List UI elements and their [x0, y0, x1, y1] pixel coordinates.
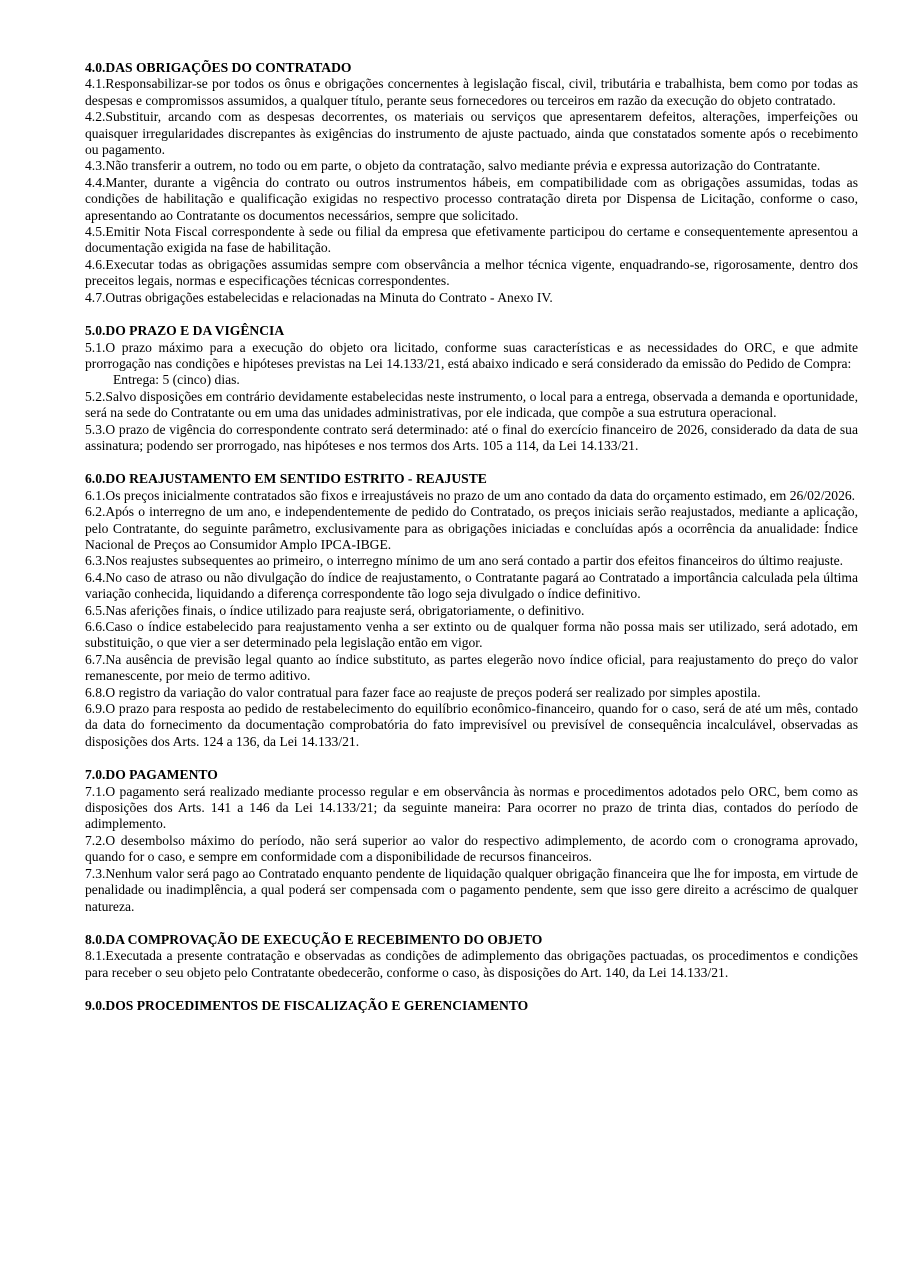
clause-6-6: 6.6.Caso o índice estabelecido para reajustamento venha a ser extinto ou de qualquer forma não possa mais ser utilizado, será adotado, em substituição, o que vier a ser determinado pela legislação então em vigor. [85, 619, 858, 651]
clause-4-4: 4.4.Manter, durante a vigência do contrato ou outros instrumentos hábeis, em compatibilidade com as obrigações assumidas, todas as condições de habilitação e qualificação exigidas no respectivo processo contratação direta por Dispensa de Licitação, conforme o caso, apresentando ao Contratante os documentos necessários, sempre que solicitado. [85, 174, 858, 223]
clause-6-5: 6.5.Nas aferições finais, o índice utilizado para reajuste será, obrigatoriamente, o definitivo. [85, 602, 585, 618]
clause-4-6: 4.6.Executar todas as obrigações assumidas sempre com observância a melhor técnica vigente, enquadrando-se, rigorosamente, dentro dos preceitos legais, normas e especificações técnicas correspondentes. [85, 256, 858, 289]
clause-4-2: 4.2.Substituir, arcando com as despesas decorrentes, os materiais ou serviços que apresentarem defeitos, alterações, imperfeições ou quaisquer irregularidades discrepantes às exigências do instrumento de ajuste pactuado, ainda que constatados somente após o recebimento ou pagamento. [85, 109, 858, 158]
section-heading: 8.0.DA COMPROVAÇÃO DE EXECUÇÃO E RECEBIMENTO DO OBJETO [85, 931, 543, 947]
clause-7-2: 7.2.O desembolso máximo do período, não será superior ao valor do respectivo adimplemento, de acordo com o cronograma aprovado, quando for o caso, e sempre em conformidade com a disponibilidade de recursos financeiros. [85, 832, 858, 865]
section-heading: 6.0.DO REAJUSTAMENTO EM SENTIDO ESTRITO - REAJUSTE [85, 471, 487, 487]
delivery-term: Entrega: 5 (cinco) dias. [113, 372, 240, 388]
clause-4-7: 4.7.Outras obrigações estabelecidas e relacionadas na Minuta do Contrato - Anexo IV. [85, 289, 553, 305]
clause-7-1: 7.1.O pagamento será realizado mediante processo regular e em observância às normas e procedimentos adotados pelo ORC, bem como as disposições dos Arts. 141 a 146 da Lei 14.133/21; da seguinte maneira: Para ocorrer no prazo de trinta dias, contados do período de adimplemento. [85, 783, 858, 832]
section-heading: 5.0.DO PRAZO E DA VIGÊNCIA [85, 323, 285, 339]
clause-6-8: 6.8.O registro da variação do valor contratual para fazer face ao reajuste de preços poderá ser realizado por simples apostila. [85, 684, 761, 700]
section-comprovacao-execucao [85, 932, 858, 981]
section-heading: 9.0.DOS PROCEDIMENTOS DE FISCALIZAÇÃO E GERENCIAMENTO [85, 998, 529, 1014]
section-prazo-vigencia [85, 323, 858, 454]
section-fiscalizacao [85, 998, 858, 1014]
section-heading: 7.0.DO PAGAMENTO [85, 767, 218, 783]
clause-6-4: 6.4.No caso de atraso ou não divulgação do índice de reajustamento, o Contratante pagará ao Contratado a importância calculada pela última variação conhecida, liquidando a diferença correspondente tão logo seja divulgado o índice definitivo. [85, 569, 858, 602]
section-heading: 4.0.DAS OBRIGAÇÕES DO CONTRATADO [85, 60, 352, 75]
clause-7-3: 7.3.Nenhum valor será pago ao Contratado enquanto pendente de liquidação qualquer obrigação financeira que lhe for imposta, em virtude de penalidade ou inadimplência, a qual poderá ser compensada com o pagamento pendente, sem que isso gere direito a acréscimo de qualquer natureza. [85, 865, 858, 914]
clause-8-1: 8.1.Executada a presente contratação e observadas as condições de adimplemento das obrigações pactuadas, os procedimentos e condições para receber o seu objeto pelo Contratante obedecerão, conforme o caso, às disposições do Art. 140, da Lei 14.133/21. [85, 948, 858, 980]
clause-4-1: 4.1.Responsabilizar-se por todos os ônus e obrigações concernentes à legislação fiscal, civil, tributária e trabalhista, bem como por todas as despesas e compromissos assumidos, a qualquer título, perante seus fornecedores ou terceiros em razão da execução do objeto contratado. [85, 76, 858, 108]
clause-4-3: 4.3.Não transferir a outrem, no todo ou em parte, o objeto da contratação, salvo mediante prévia e expressa autorização do Contratante. [85, 158, 821, 174]
clause-4-5: 4.5.Emitir Nota Fiscal correspondente à sede ou filial da empresa que efetivamente participou do certame e consequentemente apresentou a documentação exigida na fase de habilitação. [85, 224, 858, 256]
clause-6-7: 6.7.Na ausência de previsão legal quanto ao índice substituto, as partes elegerão novo índice oficial, para reajustamento do preço do valor remanescente, por meio de termo aditivo. [85, 651, 858, 684]
clause-6-1: 6.1.Os preços inicialmente contratados são fixos e irreajustáveis no prazo de um ano contado da data do orçamento estimado, em 26/02/2026. [85, 487, 856, 503]
clause-5-1: 5.1.O prazo máximo para a execução do objeto ora licitado, conforme suas características e as necessidades do ORC, e que admite prorrogação nas condições e hipóteses previstas na Lei 14.133/21, está abaixo indicado e será considerado da emissão do Pedido de Compra: [85, 339, 858, 371]
section-obrigacoes-contratado [85, 60, 858, 306]
clause-6-9: 6.9.O prazo para resposta ao pedido de restabelecimento do equilíbrio econômico-financeiro, quando for o caso, será de até um mês, contado da data do fornecimento da documentação comprobatória do fato imprevisível ou previsível de consequência incalculável, observadas as disposições dos Arts. 124 a 136, da Lei 14.133/21. [85, 701, 858, 749]
section-pagamento [85, 767, 858, 915]
clause-6-2: 6.2.Após o interregno de um ano, e independentemente de pedido do Contratado, os preços iniciais serão reajustados, mediante a aplicação, pelo Contratante, do seguinte parâmetro, exclusivamente para as obrigações iniciadas e concluídas após a ocorrência da anualidade: Índice Nacional de Preços ao Consumidor Amplo IPCA-IBGE. [85, 504, 858, 552]
clause-6-3: 6.3.Nos reajustes subsequentes ao primeiro, o interregno mínimo de um ano será contado a partir dos efeitos financeiros do último reajuste. [85, 553, 844, 569]
clause-5-3: 5.3.O prazo de vigência do correspondente contrato será determinado: até o final do exercício financeiro de 2026, considerado da data de sua assinatura; podendo ser prorrogado, nas hipóteses e nos termos dos Arts. 105 a 114, da Lei 14.133/21. [85, 421, 858, 453]
section-reajuste [85, 471, 858, 750]
clause-5-2: 5.2.Salvo disposições em contrário devidamente estabelecidas neste instrumento, o local para a entrega, observada a demanda e oportunidade, será na sede do Contratante ou em uma das unidades administrativas, por ele indicada, que compõe a sua estrutura operacional. [85, 388, 858, 421]
